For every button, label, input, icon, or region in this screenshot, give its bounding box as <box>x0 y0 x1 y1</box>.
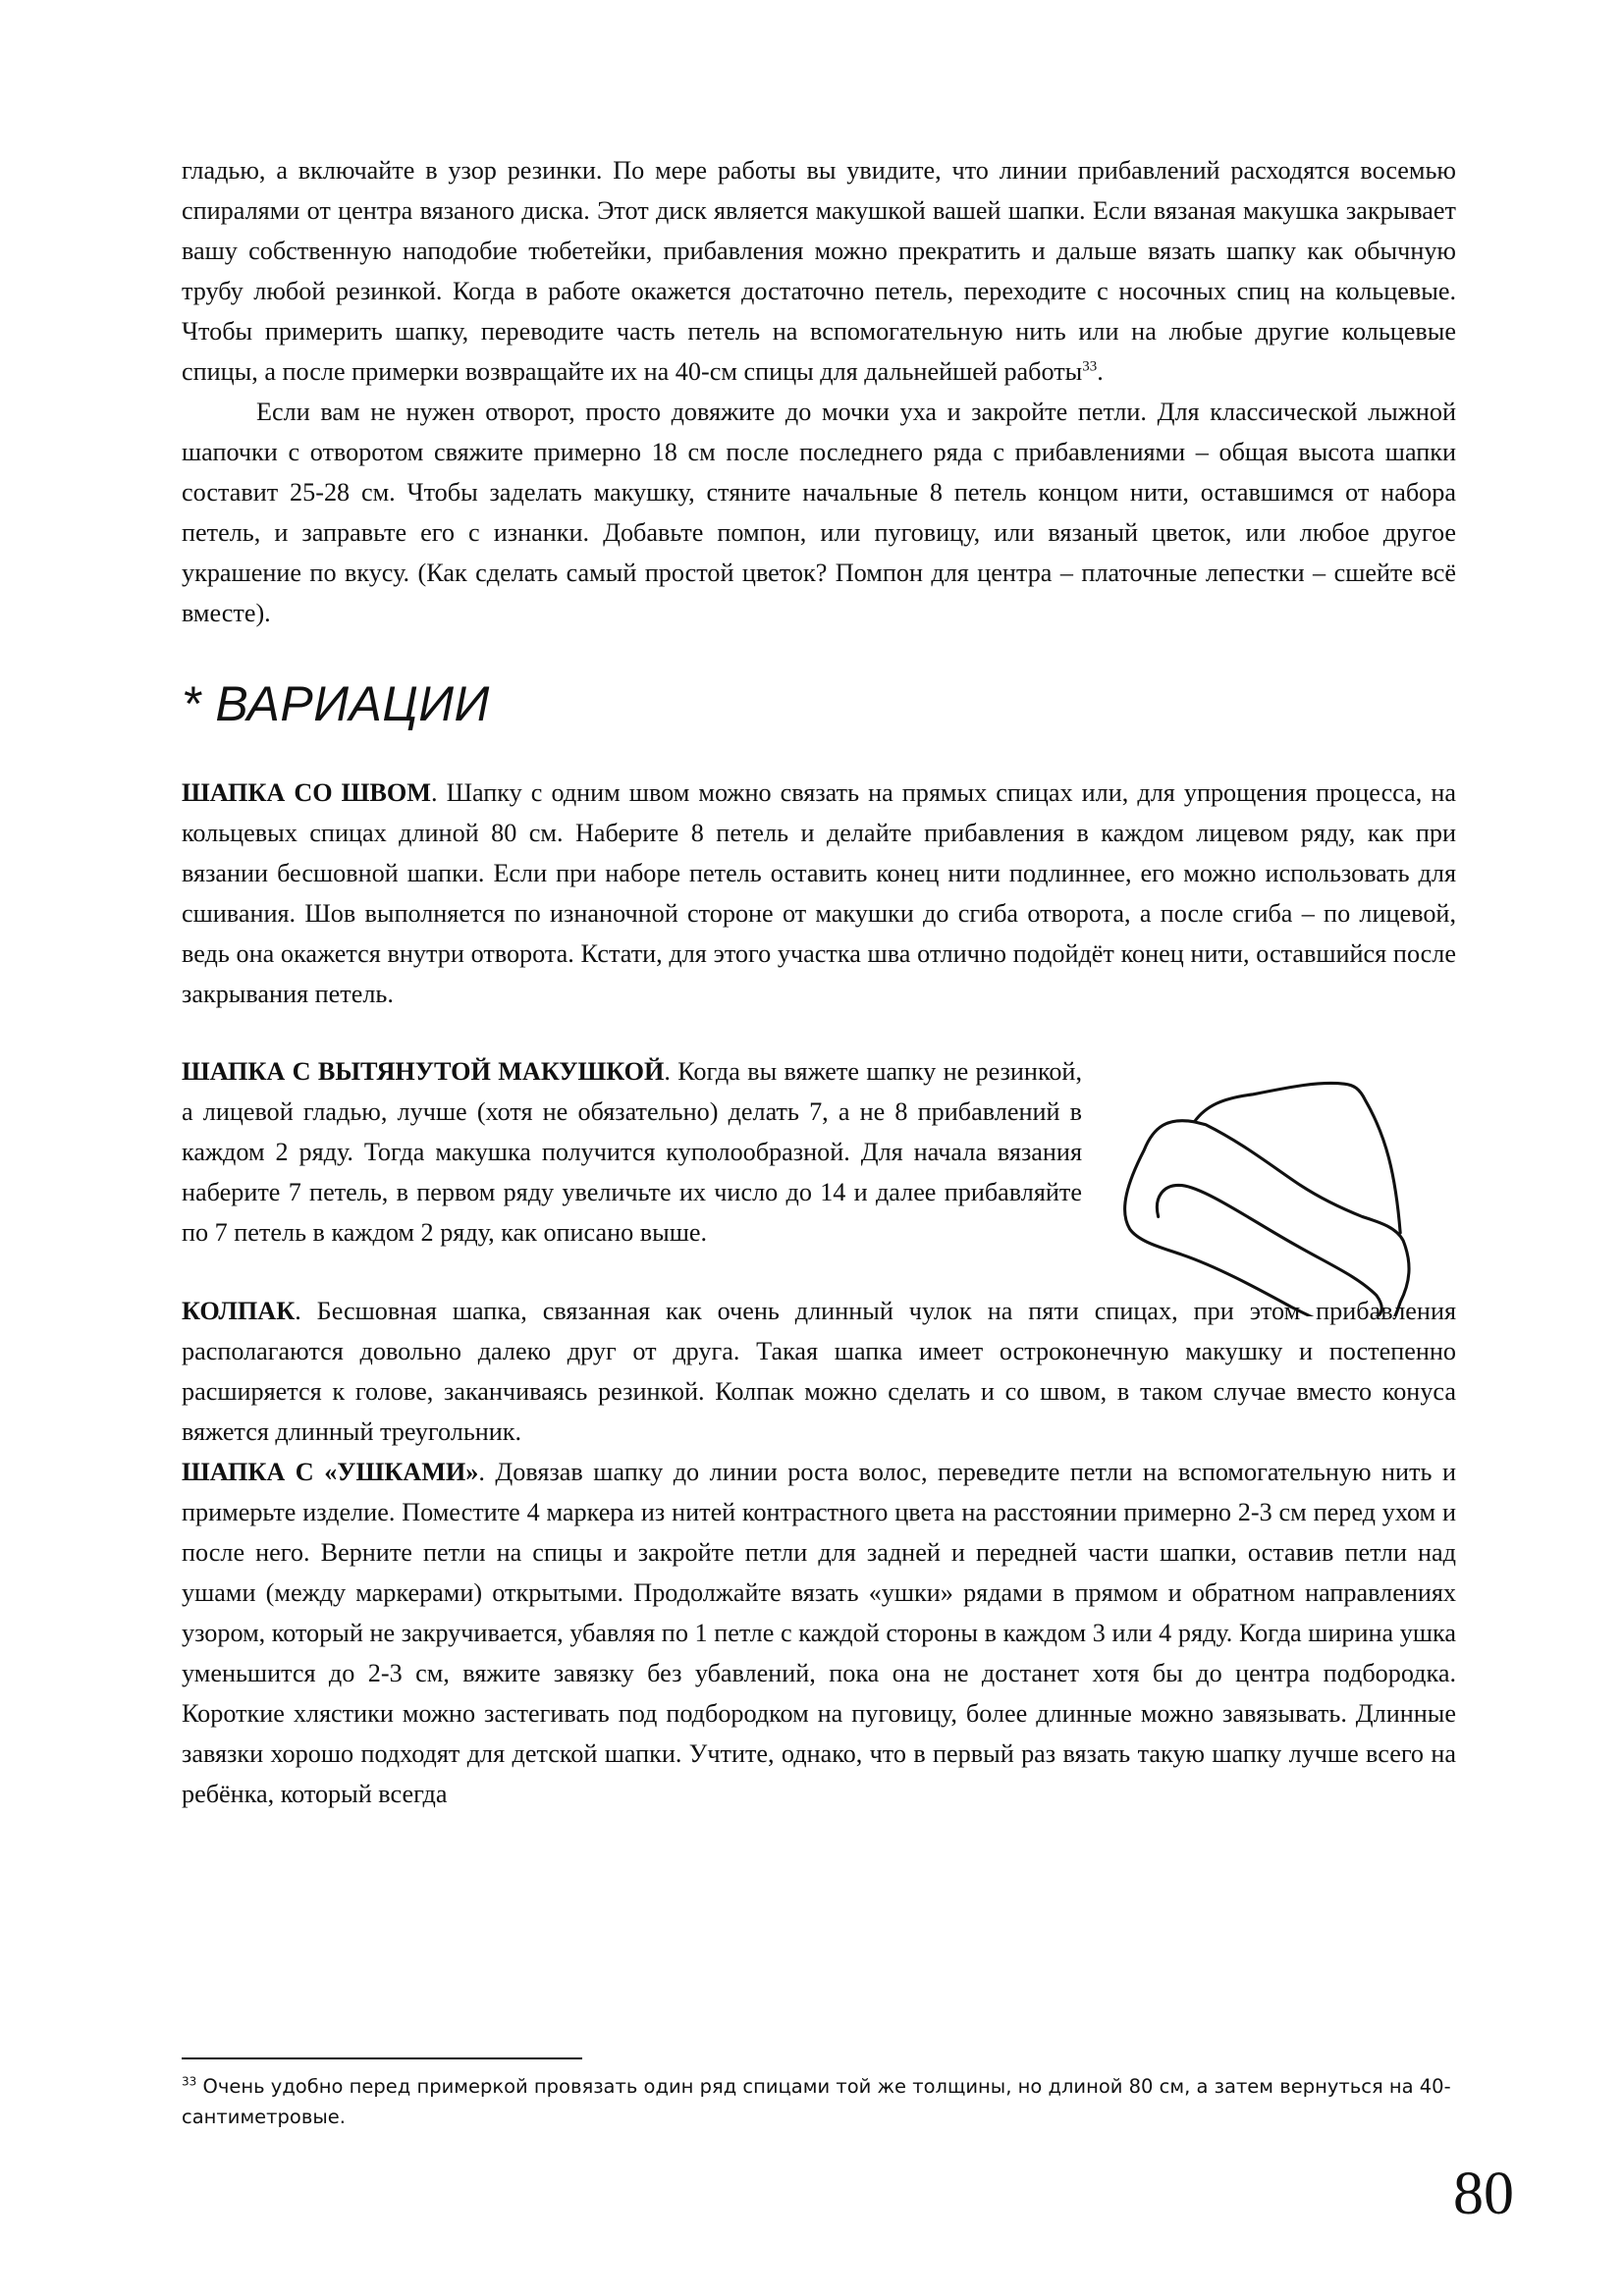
body-paragraph-1 <box>182 150 1456 392</box>
body-paragraph-2: Если вам не нужен отворот, просто довяжите до мочки уха и закройте петли. Для классической лыжной шапочки с отворотом свяжите примерно 18 см после последнего ряда с прибавлениями – общая высота шапки составит 25-28 см. Чтобы заделать макушку, стяните начальные 8 петель концом нити, оставшимся от набора петель, и заправьте его с изнанки. Добавьте помпон, или пуговицу, или вязаный цветок, или любое другое украшение по вкусу. (Как сделать самый простой цветок? Помпон для центра – платочные лепестки – сшейте всё вместе). <box>182 398 1456 627</box>
footnote-reference[interactable]: 33 <box>1082 358 1098 375</box>
variation-elongated-crown <box>182 1051 1082 1253</box>
variation-seam-hat <box>182 773 1456 1014</box>
variation-elongated-crown-block <box>182 1051 1456 1291</box>
variation-title: ШАПКА С ВЫТЯНУТОЙ МАКУШКОЙ <box>182 1057 665 1086</box>
variation-title: ШАПКА С «УШКАМИ» <box>182 1458 479 1486</box>
footnote-divider <box>182 2057 582 2059</box>
footnote-text: Очень удобно перед примеркой провязать один ряд спицами той же толщины, но длиной 80 см, а затем вернуться на 40-сантиметровые. <box>182 2075 1451 2128</box>
folded-cuff-hat-drawing-icon <box>1109 1032 1473 1316</box>
footnote-number: 33 <box>182 2074 197 2089</box>
page-number: 80 <box>1453 2161 1514 2227</box>
section-heading: * ВАРИАЦИИ <box>182 676 490 731</box>
variation-title: ШАПКА СО ШВОМ <box>182 778 431 807</box>
variation-text: . Когда вы вяжете шапку не резинкой, а лицевой гладью, лучше (хотя не обязательно) делать 7, а не 8 прибавлений в каждом 2 ряду. Тогда макушка получится куполообразной. Для начала вязания наберите 7 петель, в первом ряду увеличьте их число до 14 и далее прибавляйте по 7 петель в каждом 2 ряду, как описано выше. <box>182 1057 1082 1247</box>
variation-title: КОЛПАК <box>182 1297 296 1325</box>
footnote <box>182 2071 1456 2132</box>
variation-earflap-hat <box>182 1452 1456 1814</box>
paragraph-text: гладью, а включайте в узор резинки. По мере работы вы увидите, что линии прибавлений расходятся восемью спиралями от центра вязаного диска. Этот диск является макушкой вашей шапки. Если вязаная макушка закрывает вашу собственную наподобие тюбетейки, прибавления можно прекратить и дальше вязать шапку как обычную трубу любой резинкой. Когда в работе окажется достаточно петель, переходите с носочных спиц на кольцевые. Чтобы примерить шапку, переводите часть петель на вспомогательную нить или на любые другие кольцевые спицы, а после примерки возвращайте их на 40-см спицы для дальнейшей работы <box>182 156 1456 386</box>
variation-text: . Довязав шапку до линии роста волос, переведите петли на вспомогательную нить и примерьте изделие. Поместите 4 маркера из нитей контрастного цвета на расстоянии примерно 2-3 см перед ухом и после него. Верните петли на спицы и закройте петли для задней и передней части шапки, оставив петли над ушами (между маркерами) открытыми. Продолжайте вязать «ушки» рядами в прямом и обратном направлениях узором, который не закручивается, убавляя по 1 петле с каждой стороны в каждом 3 или 4 ряду. Когда ширина ушка уменьшится до 2-3 см, вяжите завязку без убавлений, пока она не достанет хотя бы до центра подбородка. Короткие хлястики можно застегивать под подбородком на пуговицу, более длинные можно завязывать. Длинные завязки хорошо подходят для детской шапки. Учтите, однако, что в первый раз вязать такую шапку лучше всего на ребёнка, который всегда <box>182 1458 1456 1808</box>
paragraph-end: . <box>1097 357 1104 386</box>
variation-text: . Бесшовная шапка, связанная как очень длинный чулок на пяти спицах, при этом прибавления располагаются довольно далеко друг от друга. Такая шапка имеет остроконечную макушку и постепенно расширяется к голове, заканчиваясь резинкой. Колпак можно сделать и со швом, в таком случае вместо конуса вяжется длинный треугольник. <box>182 1297 1456 1446</box>
variation-text: . Шапку с одним швом можно связать на прямых спицах или, для упрощения процесса, на кольцевых спицах длиной 80 см. Наберите 8 петель и делайте прибавления в каждом лицевом ряду, как при вязании бесшовной шапки. Если при наборе петель оставить конец нити подлиннее, его можно использовать для сшивания. Шов выполняется по изнаночной стороне от макушки до сгиба отворота, а после сгиба – по лицевой, ведь она окажется внутри отворота. Кстати, для этого участка шва отлично подойдёт конец нити, оставшийся после закрывания петель. <box>182 778 1456 1008</box>
page-content <box>182 150 1456 1814</box>
